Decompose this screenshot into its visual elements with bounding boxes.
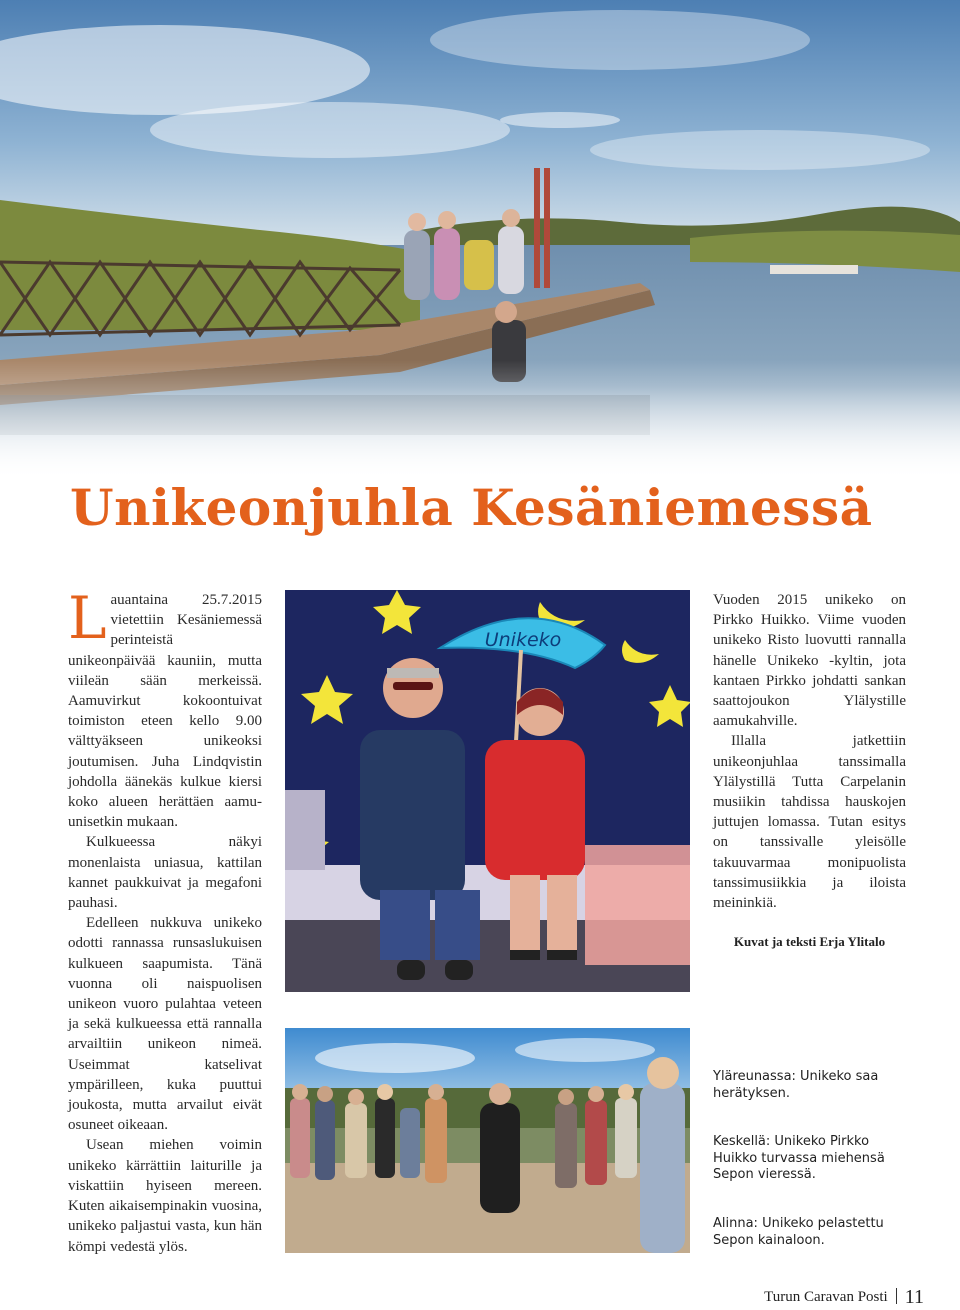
caption-middle-photo: Keskellä: Unikeko Pirkko Huikko turvassa miehensä Sepon vieressä.	[713, 1134, 885, 1182]
left-text-column	[68, 584, 262, 1257]
paragraph: Kulkueessa näkyi monenlaista uniasua, kattilan kannet paukkuivat ja megafoni pauhasi.	[68, 834, 262, 912]
paragraph-intro: Lauantaina 25.7.2015 vietettiin Kesäniemessä perinteistä unikeonpäivää kauniin, mutta viileän sään merkeissä. Aamuvirkut kokoontuivat toimiston eteen kello 9.00 välttyäkseen unikeoksi joutumisen. Juha Lindqvistin johdolla äänekäs kulkue kiersi koko alueen herättäen aamu-unisetkin mukaan.	[68, 584, 262, 831]
paragraph: Usean miehen voimin unikeko kärrättiin laiturille ja viskattiin hyiseen mereen. Kuten aikaisempinakin vuosina, unikeko paljastui vasta, kun hän kömpi vedestä ylös.	[68, 1137, 262, 1255]
page-number: 11	[904, 1286, 924, 1308]
rescue-crowd-photo	[285, 1028, 690, 1253]
paragraph: Illalla jatkettiin unikeonjuhlaa tanssimalla Ylälystillä Tutta Carpelanin musiikin tahdissa hauskojen juttujen lomassa. Tutan esitys on tanssivalle yleisölle takuuvarmaa monipuolista tanssimusiikkia ja iloista meininkiä.	[713, 733, 906, 912]
footer-divider	[896, 1288, 897, 1304]
caption-top-photo: Yläreunassa: Unikeko saa herätyksen.	[713, 1069, 879, 1101]
unikeko-sign-text: Unikeko	[484, 629, 562, 651]
right-text-column	[713, 590, 906, 913]
paragraph: Edelleen nukkuva unikeko odotti rannassa runsaslukuisen kulkueen saapumista. Tänä vuonna oli naispuolisen unikeon vuoro pulahtaa veteen ja sekä kulkueessa että rannalla arvailtiin unikeon nimeä. Useimmat katselivat ympärilleen, kuka puuttui joukosta, mutta arvailut eivät osuneet oikeaan.	[68, 915, 262, 1134]
unikeko-couple-photo	[285, 590, 690, 992]
couple-on-bed-photo	[285, 590, 690, 992]
photo-credit: Kuvat ja teksti Erja Ylitalo	[733, 934, 886, 949]
drop-cap: L	[68, 584, 107, 652]
caption-bottom-photo: Alinna: Unikeko pelastettu Sepon kainaloon.	[713, 1216, 884, 1248]
page-footer	[764, 1286, 924, 1309]
paragraph: Vuoden 2015 unikeko on Pirkko Huikko. Viime vuoden unikeko Risto luovutti rannalla hänelle Unikeko -kyltin, jota kantaen Pirkko johdatti sankan saattojoukon Ylälystille aamukahville.	[713, 592, 906, 730]
beach-crowd-photo	[285, 1028, 690, 1253]
article-title: Unikeonjuhla Kesäniemessä	[70, 478, 873, 537]
magazine-name: Turun Caravan Posti	[764, 1289, 888, 1305]
hero-photo	[0, 0, 960, 480]
pier-lake-photo	[0, 0, 960, 480]
